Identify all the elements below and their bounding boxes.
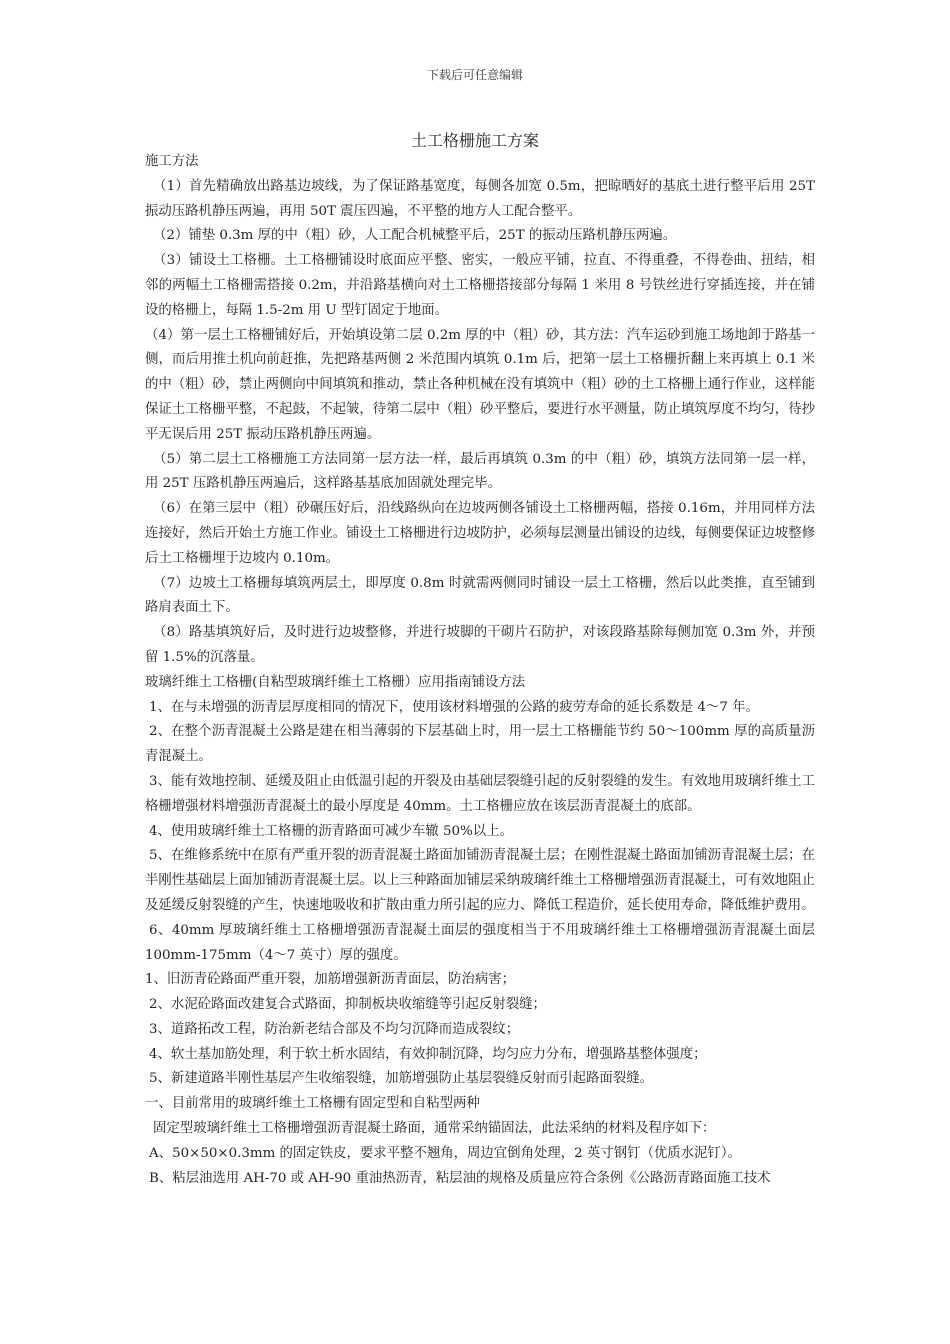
section-heading-glass-fiber-grid: 玻璃纤维土工格栅(自粘型玻璃纤维土工格栅）应用指南铺设方法 xyxy=(145,674,526,690)
paragraph-step-6: （6）在第三层中（粗）砂碾压好后，沿线路纵向在边坡两侧各铺设土工格栅两幅，搭接 0.16m，并用同样方法连接好，然后开始土方施工作业。铺设土工格栅进行边坡防护，必须每层测量出铺设的边线，每侧要保证边坡整修后土工格栅埋于边坡内 0.10m。 xyxy=(145,501,815,566)
paragraph-step-7: （7）边坡土工格栅每填筑两层土，即厚度 0.8m 时就需两侧同时铺设一层土工格栅，然后以此类推，直至铺到路肩表面土下。 xyxy=(145,575,815,616)
list-item-application-4: 4、软土基加筋处理，利于软土析水固结，有效抑制沉降，均匀应力分布，增强路基整体强度； xyxy=(149,1046,707,1062)
paragraph-step-4: （4）第一层土工格栅铺好后，开始填设第二层 0.2m 厚的中（粗）砂，其方法：汽车运砂到施工场地卸于路基一侧，而后用推土机向前赶推，先把路基两侧 2 米范围内填筑 0.1m 后，把第一层土工格栅折翻上来再填上 0.1 米的中（粗）砂，禁止两侧向中间填筑和推动，禁止各种机械在没有填筑中（粗）砂的土工格栅上通行作业，这样能保证土工格栅平整，不起鼓，不起皱，待第二层中（粗）砂平整后，要进行水平测量，防止填筑厚度不均匀，待抄平无误后用 25T 振动压路机静压两遍。 xyxy=(145,327,815,442)
paragraph-step-5: （5）第二层土工格栅施工方法同第一层方法一样，最后再填筑 0.3m 的中（粗）砂，填筑方法同第一层一样，用 25T 压路机静压两遍后，这样路基基底加固就处理完毕。 xyxy=(145,451,815,492)
list-item-application-1: 1、旧沥青砼路面严重开裂，加筋增强新沥青面层，防治病害； xyxy=(145,972,516,988)
paragraph-fixed-type-intro: 固定型玻璃纤维土工格栅增强沥青混凝土路面，通常采纳锚固法，此法采纳的材料及程序如下： xyxy=(153,1121,716,1137)
paragraph-step-1: （1）首先精确放出路基边坡线，为了保证路基宽度，每侧各加宽 0.5m，把晾晒好的基底土进行整平后用 25T 振动压路机静压两遍，再用 50T 震压四遍，不平整的地方人工配合整平。 xyxy=(145,178,815,219)
list-item-benefit-4: 4、使用玻璃纤维土工格栅的沥青路面可减少车辙 50%以上。 xyxy=(149,823,513,839)
list-item-material-b: B、粘层油选用 AH-70 或 AH-90 重油热沥青，粘层油的规格及质量应符合条例《公路沥青路面施工技术 xyxy=(149,1170,771,1186)
header-note: 下载后可任意编辑 xyxy=(426,68,523,82)
list-item-benefit-3: 3、能有效地控制、延缓及阻止由低温引起的开裂及由基础层裂缝引起的反射裂缝的发生。有效地用玻璃纤维土工格栅增强材料增强沥青混凝土的最小厚度是 40mm。土工格栅应放在该层沥青混凝土的底部。 xyxy=(145,773,815,814)
section-heading-construction-method: 施工方法 xyxy=(145,154,199,169)
list-item-benefit-2: 2、在整个沥青混凝土公路是建在相当薄弱的下层基础上时，用一层土工格栅能节约 50～100mm 厚的高质量沥青混凝土。 xyxy=(145,724,815,765)
list-item-benefit-6: 6、40mm 厚玻璃纤维土工格栅增强沥青混凝土面层的强度相当于不用玻璃纤维土工格栅增强沥青混凝土面层 100mm-175mm（4～7 英寸）厚的强度。 xyxy=(145,922,815,963)
list-item-application-5: 5、新建道路半刚性基层产生收缩裂缝，加筋增强防止基层裂缝反射而引起路面裂缝。 xyxy=(149,1071,653,1087)
list-item-benefit-1: 1、在与未增强的沥青层厚度相同的情况下，使用该材料增强的公路的疲劳寿命的延长系数是 4～7 年。 xyxy=(149,699,759,715)
document-body xyxy=(145,150,815,1191)
list-item-application-2: 2、水泥砼路面改建复合式路面，抑制板块收缩缝等引起反射裂缝； xyxy=(149,997,546,1013)
paragraph-step-3: （3）铺设土工格栅。土工格栅铺设时底面应平整、密实，一般应平铺，拉直、不得重叠，不得卷曲、扭结，相邻的两幅土工格栅需搭接 0.2m，并沿路基横向对土工格栅搭接部分每隔 1 米用 8 号铁丝进行穿插连接，并在铺设的格栅上，每隔 1.5-2m 用 U 型钉固定于地面。 xyxy=(145,253,815,318)
paragraph-step-2: （2）铺垫 0.3m 厚的中（粗）砂，人工配合机械整平后，25T 的振动压路机静压两遍。 xyxy=(153,228,677,244)
paragraph-step-8: （8）路基填筑好后，及时进行边坡整修，并进行坡脚的干砌片石防护，对该段路基除每侧加宽 0.3m 外，并预留 1.5%的沉落量。 xyxy=(145,625,815,665)
section-heading-grid-types: 一、目前常用的玻璃纤维土工格栅有固定型和自粘型两种 xyxy=(145,1096,480,1112)
document-title: 土工格栅施工方案 xyxy=(410,131,539,150)
list-item-material-a: A、50×50×0.3mm 的固定铁皮，要求平整不翘角，周边宜倒角处理，2 英寸钢钉（优质水泥钉）。 xyxy=(149,1145,741,1161)
list-item-application-3: 3、道路拓改工程，防治新老结合部及不均匀沉降而造成裂纹； xyxy=(149,1021,520,1037)
list-item-benefit-5: 5、在维修系统中在原有严重开裂的沥青混凝土路面加铺沥青混凝土层；在刚性混凝土路面加铺沥青混凝土层；在半刚性基础层上面加铺沥青混凝土层。以上三种路面加铺层采纳玻璃纤维土工格栅增强沥青混凝土，可有效地阻止及延缓反射裂缝的产生，快速地吸收和扩散由重力所引起的应力、降低工程造价，延长使用寿命，降低维护费用。 xyxy=(145,848,815,913)
